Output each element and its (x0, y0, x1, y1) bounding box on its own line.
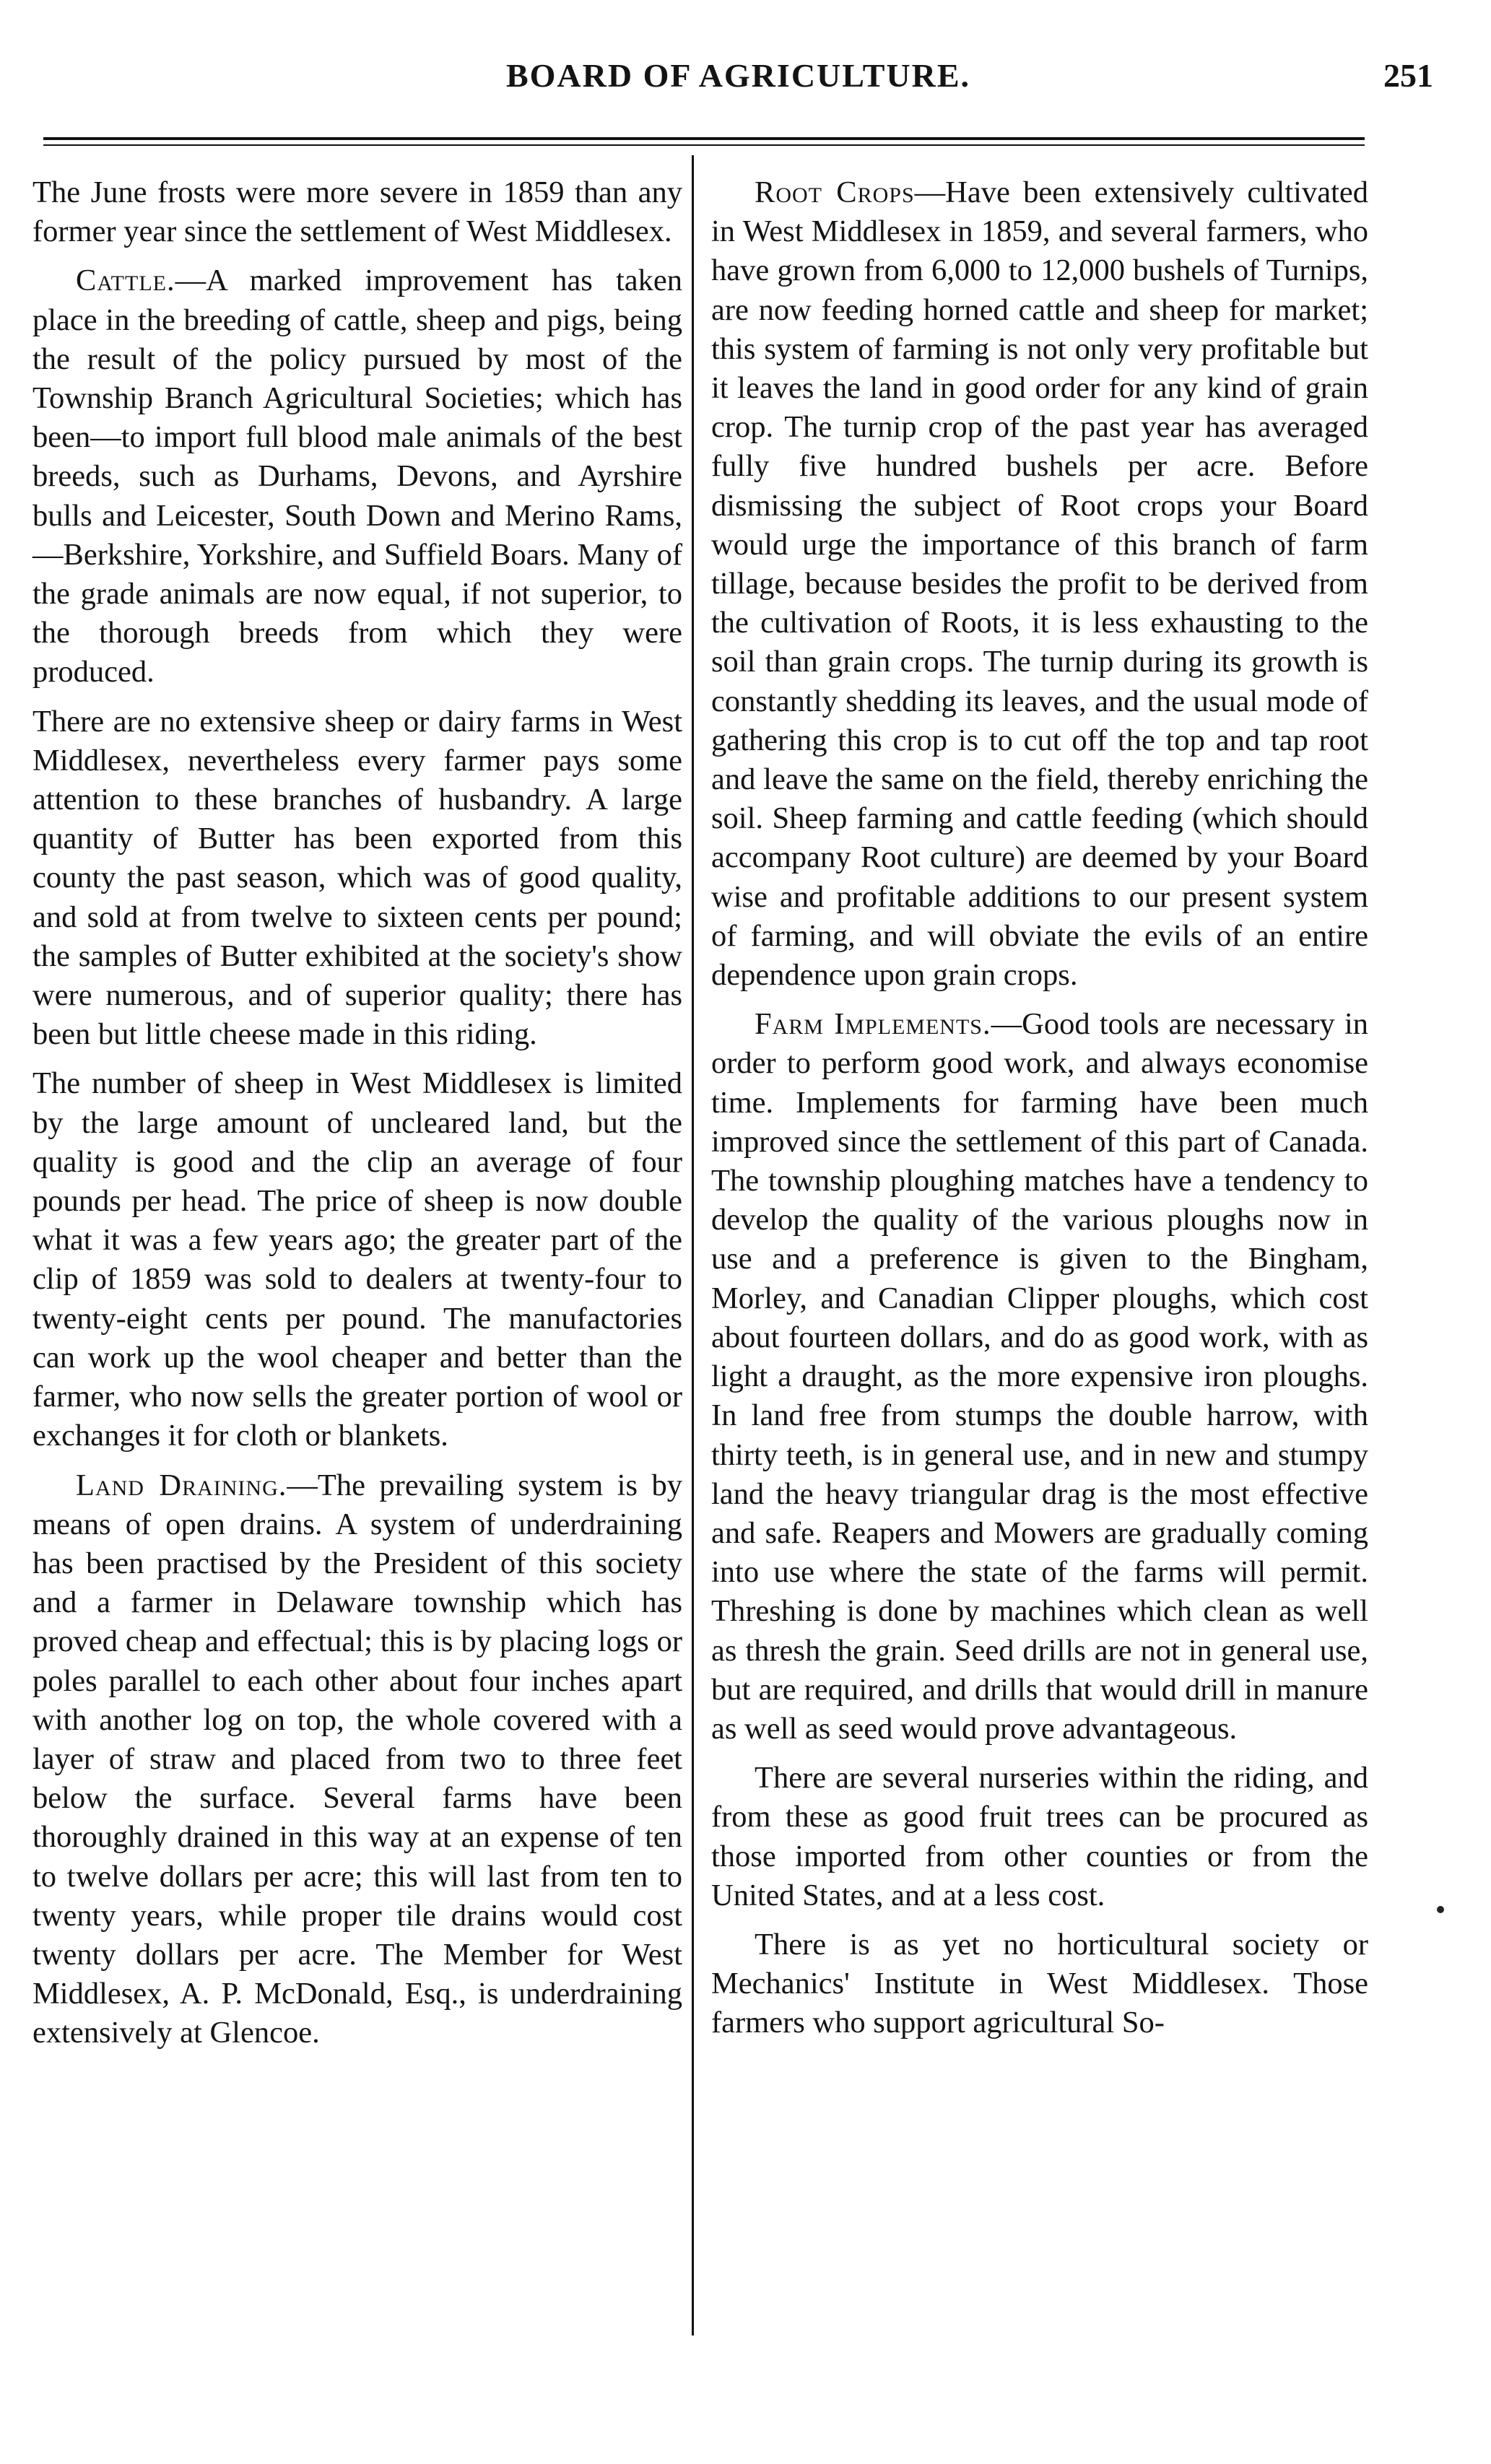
page-header (43, 51, 1433, 108)
paragraph-land-draining-text: —The prevailing system is by means of open drains. A system of underdraining has been practised by the President of this society and a farmer in Delaware township which has proved cheap and effectual; this is by placing logs or poles parallel to each other about four inches apart with another log on top, the whole covered with a layer of straw and placed from two to three feet below the surface. Several farms have been thoroughly drained in this way at an expense of ten to twelve dollars per acre; this will last from ten to twenty years, while proper tile drains would cost twenty dollars per acre. The Member for West Middlesex, A. P. McDonald, Esq., is underdraining extensively at Glencoe. (32, 1468, 682, 2050)
section-heading-land-draining: Land Draining. (76, 1468, 287, 1502)
right-column (711, 173, 1368, 2053)
paragraph-sheep-number: The number of sheep in West Middlesex is limited by the large amount of uncleared land, but the quality is good and the clip an average of four pounds per head. The price of sheep is now double what it was a few years ago; the greater part of the clip of 1859 was sold to dealers at twenty-four to twenty-eight cents per pound. The manufactories can work up the wool cheaper and better than the farmer, who now sells the greater portion of wool or exchanges it for cloth or blankets. (32, 1066, 682, 1453)
print-speck (1437, 1906, 1444, 1913)
column-divider (692, 155, 694, 2335)
page-number: 251 (1383, 57, 1433, 94)
paragraph-nurseries: There are several nurseries within the riding, and from these as good fruit trees can be procured as those imported from other counties or from the United States, and at a less cost. (711, 1761, 1368, 1912)
paragraph-farm-implements-text: —Good tools are necessary in order to perform good work, and always economise time. Implements for farming have been much improved since the settlement of this part of Canada. The township ploughing matches have a tendency to develop the quality of the various ploughs now in use and a preference is given to the Bingham, Morley, and Canadian Clipper ploughs, which cost about fourteen dollars, and do as good work, with as light a draught, as the more expensive iron ploughs. In land free from stumps the double harrow, with thirty teeth, is in general use, and in new and stumpy land the heavy triangular drag is the most effective and safe. Reapers and Mowers are gradually coming into use where the state of the farms will permit. Threshing is done by machines which clean as well as thresh the grain. Seed drills are not in general use, but are required, and drills that would drill in manure as well as seed would prove advantageous. (711, 1007, 1368, 1746)
section-heading-cattle: Cattle. (76, 264, 175, 298)
paragraph-sheep-dairy: There are no extensive sheep or dairy farms in West Middlesex, nevertheless every farmer pays some attention to these branches of husbandry. A large quantity of Butter has been exported from this county the past season, which was of good quality, and sold at from twelve to sixteen cents per pound; the samples of Butter exhibited at the society's show were numerous, and of superior quality; there has been but little cheese made in this riding. (32, 704, 682, 1052)
paragraph-cattle-text: —A marked improvement has taken place in the breeding of cattle, sheep and pigs, being the result of the policy pursued by most of the Township Branch Agricultural Societies; which has been—to import full blood male animals of the best breeds, such as Durhams, Devons, and Ayrshire bulls and Leicester, South Down and Merino Rams,—Berkshire, Yorkshire, and Suffield Boars. Many of the grade animals are now equal, if not superior, to the thorough breeds from which they were produced. (32, 264, 682, 689)
section-heading-farm-implements: Farm Implements. (755, 1007, 991, 1042)
header-rule (43, 137, 1365, 140)
left-column (32, 173, 682, 2063)
section-heading-root-crops: Root Crops (755, 175, 915, 209)
paragraph-root-crops (711, 173, 1368, 995)
paragraph-farm-implements (711, 1005, 1368, 1749)
paragraph-june-frosts: The June frosts were more severe in 1859 than any former year since the settlement of West Middlesex. (32, 175, 682, 249)
running-title: BOARD OF AGRICULTURE. (505, 57, 971, 94)
paragraph-root-crops-text: —Have been extensively cultivated in West Middlesex in 1859, and several farmers, who have grown from 6,000 to 12,000 bushels of Turnips, are now feeding horned cattle and sheep for market; this system of farming is not only very profitable but it leaves the land in good order for any kind of grain crop. The turnip crop of the past year has averaged fully five hundred bushels per acre. Before dismissing the subject of Root crops your Board would urge the importance of this branch of farm tillage, because besides the profit to be derived from the cultivation of Roots, it is less exhausting to the soil than grain crops. The turnip during its growth is constantly shedding its leaves, and the usual mode of gathering this crop is to cut off the top and tap root and leave the same on the field, thereby enriching the soil. Sheep farming and cattle feeding (which should accompany Root culture) are deemed by your Board wise and profitable additions to our present system of farming, and will obviate the evils of an entire dependence upon grain crops. (711, 175, 1368, 993)
paragraph-cattle (32, 261, 682, 692)
header-rule-thin (43, 144, 1365, 146)
paragraph-horticultural: There is as yet no horticultural society or Mechanics' Institute in West Middlesex. Those farmers who support agricultural So- (711, 1927, 1368, 2040)
paragraph-land-draining (32, 1466, 682, 2053)
